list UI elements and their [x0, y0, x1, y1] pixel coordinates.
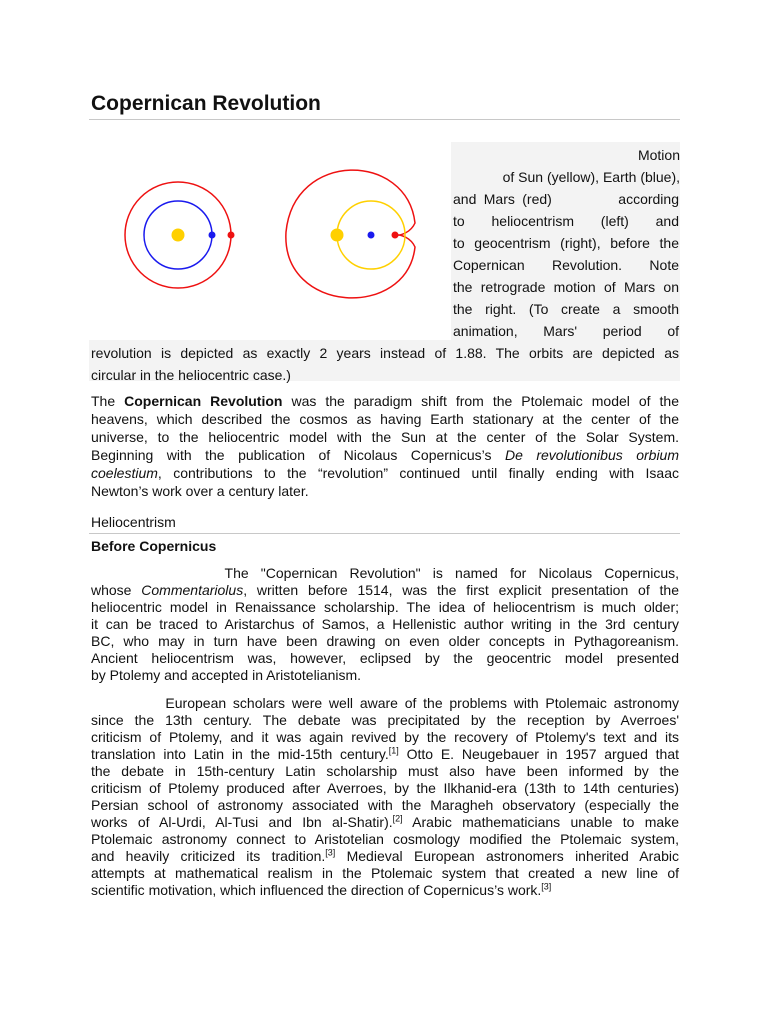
caption-line: animation, Mars' period of	[453, 323, 679, 339]
page-title: Copernican Revolution	[91, 92, 321, 115]
para2-line: translation into Latin in the mid-15th century.[1] Otto E. Neugebauer in 1957 argued that	[91, 745, 679, 762]
orbit-figure	[89, 142, 451, 340]
book-title-italic: De revolutionibus orbium	[504, 447, 680, 463]
citation-ref[interactable]: [2]	[392, 813, 403, 824]
para1-line: BC, who may in turn have been drawing on even older concepts in Pythagoreanism.	[91, 633, 679, 649]
intro-line: coelestium, contributions to the “revolution” continued until finally ending with Isaac	[91, 465, 679, 481]
subsection-heading-before-copernicus: Before Copernicus	[91, 538, 217, 554]
helio-earth	[209, 232, 216, 239]
caption-line: of Sun (yellow), Earth (blue),	[502, 169, 680, 185]
citation-ref[interactable]: [3]	[541, 881, 552, 892]
intro-line: Newton’s work over a century later.	[91, 483, 309, 499]
section-heading-heliocentrism: Heliocentrism	[91, 514, 176, 530]
para2-line: the debate in 15th-century Latin scholarship must also have been informed by the	[91, 763, 679, 779]
intro-line: The Copernican Revolution was the paradigm shift from the Ptolemaic model of the	[91, 393, 680, 409]
citation-ref[interactable]: [3]	[325, 847, 336, 858]
para1-line: Ancient heliocentrism was, however, eclipsed by the geocentric model presented	[91, 650, 679, 666]
para1-line: whose Commentariolus, written before 1514, was the first explicit presentation of the	[91, 582, 679, 598]
book-title-italic: Commentariolus	[141, 582, 244, 598]
para1-line: heliocentric model in Renaissance scholarship. The idea of heliocentrism is much older;	[91, 599, 679, 615]
caption-line: the retrograde motion of Mars on	[453, 279, 679, 295]
helio-sun	[172, 229, 185, 242]
intro-line: Beginning with the publication of Nicolaus Copernicus’s De revolutionibus orbium	[91, 447, 680, 463]
caption-line: revolution is depicted as exactly 2 years instead of 1.88. The orbits are depicted as	[91, 345, 679, 361]
para2-line: criticism of Ptolemy produced after Averroes, by the Ilkhanid-era (13th to 14th centuries)	[91, 780, 679, 796]
para1-line: The "Copernican Revolution" is named for Nicolaus Copernicus,	[91, 565, 679, 581]
caption-line: to geocentrism (right), before the	[453, 235, 679, 251]
intro-line: heavens, which described the cosmos as having Earth stationary at the center of the	[91, 411, 679, 427]
para2-line: and heavily criticized its tradition.[3] Medieval European astronomers inherited Arabic	[91, 847, 679, 864]
para2-line: since the 13th century. The debate was precipitated by the reception by Averroes'	[91, 712, 679, 728]
caption-line: circular in the heliocentric case.)	[91, 367, 291, 383]
para2-line: Ptolemaic astronomy connect to Aristotelian cosmology modified the Ptolemaic system,	[91, 831, 679, 847]
para2-line: Persian school of astronomy associated with the Maragheh observatory (especially the	[91, 797, 679, 813]
caption-line: Motion	[637, 147, 680, 163]
caption-line: Copernican Revolution. Note	[453, 257, 679, 273]
citation-ref[interactable]: [1]	[388, 745, 399, 756]
intro-term-bold: Copernican Revolution	[124, 393, 283, 409]
para2-line: criticism of Ptolemy, and it was again revived by the recovery of Ptolemy's text and its	[91, 729, 679, 745]
para2-line: works of Al-Urdi, Al-Tusi and Ibn al-Shatir).[2] Arabic mathematicians unable to make	[91, 813, 679, 830]
geo-earth	[368, 232, 375, 239]
para2-line: European scholars were well aware of the problems with Ptolemaic astronomy	[91, 695, 679, 711]
para2-line: scientific motivation, which influenced the direction of Copernicus’s work.[3]	[91, 881, 552, 898]
book-title-italic: coelestium	[91, 465, 158, 481]
title-divider	[89, 119, 680, 120]
helio-mars	[228, 232, 235, 239]
orbit-diagram	[89, 142, 451, 340]
caption-line: and Mars (red) according	[453, 191, 679, 207]
para1-line: by Ptolemy and accepted in Aristotelianism.	[91, 667, 362, 683]
section-divider	[89, 533, 680, 534]
geo-sun	[331, 229, 344, 242]
caption-line: the right. (To create a smooth	[453, 301, 679, 317]
para2-line: attempts at mathematical realism in the Ptolemaic system that created a new line of	[91, 865, 679, 881]
para1-line: it can be traced to Aristarchus of Samos, a Hellenistic author writing in the 3rd century	[91, 616, 679, 632]
intro-line: universe, to the heliocentric model with the Sun at the center of the Solar System.	[91, 429, 679, 445]
geo-mars	[392, 232, 399, 239]
caption-line: to heliocentrism (left) and	[453, 213, 679, 229]
